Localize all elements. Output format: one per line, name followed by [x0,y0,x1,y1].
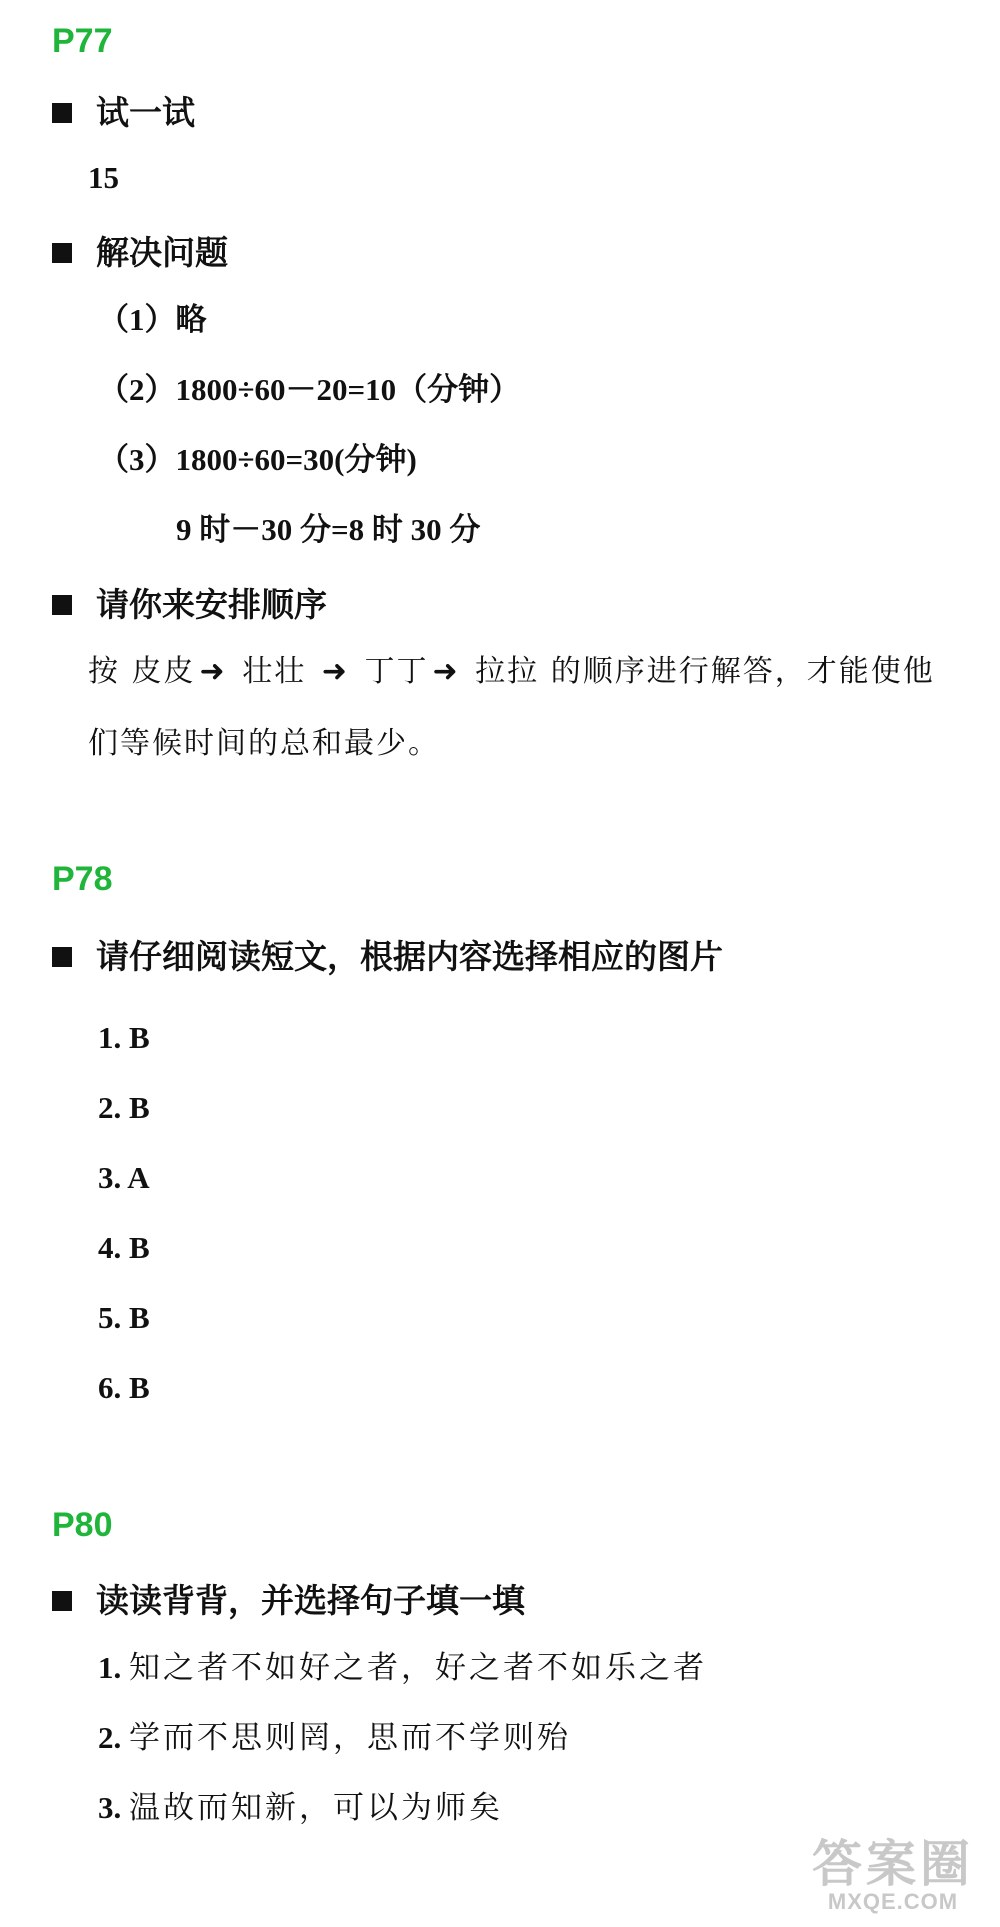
answer-line: 1. B [98,1020,150,1055]
page-label-p80: P80 [52,1506,113,1544]
heading-solve-problems [52,233,228,272]
heading-text: 解决问题 [96,233,228,272]
order-name: 丁丁 [364,654,429,689]
order-name: 拉拉 [475,654,540,689]
right-arrow-icon: ➜ [321,654,349,689]
watermark [812,1836,974,1915]
right-arrow-icon: ➜ [432,654,460,689]
quote-line [98,1652,707,1684]
heading-text: 请仔细阅读短文，根据内容选择相应的图片 [96,937,723,976]
answer-line: 3. A [98,1160,150,1195]
answer-line: 9 时－30 分=8 时 30 分 [176,512,481,547]
quote-line [98,1792,503,1824]
bullet-square-icon [52,243,72,263]
heading-recite-fill [52,1581,525,1620]
order-conclusion: 的顺序进行解答，才能使他们等候时间的总和最少。 [88,654,935,761]
heading-try-it [52,93,195,132]
right-arrow-icon: ➜ [199,654,227,689]
answer-line: （2）1800÷60－20=10（分钟） [98,372,521,407]
heading-arrange-order [52,585,327,624]
order-name: 壮壮 [242,654,307,689]
quote-number: 1. [98,1650,122,1685]
heading-text: 读读背背，并选择句子填一填 [96,1581,525,1620]
answer-line: 2. B [98,1090,150,1125]
quote-text: 知之者不如好之者，好之者不如乐之者 [129,1650,707,1686]
page-label-p77: P77 [52,22,113,60]
answer-line: 6. B [98,1370,150,1405]
heading-text: 试一试 [96,93,195,132]
answer-line: （3）1800÷60=30(分钟) [98,442,417,477]
page-label-p78: P78 [52,860,113,898]
bullet-square-icon [52,1591,72,1611]
bullet-square-icon [52,595,72,615]
quote-text: 学而不思则罔，思而不学则殆 [129,1720,571,1756]
answer-line: 15 [88,160,119,195]
answer-line: （1）略 [98,302,207,337]
heading-text: 请你来安排顺序 [96,585,327,624]
watermark-mark: 答案圈 [812,1836,974,1892]
heading-reading-pictures [52,937,723,976]
quote-line [98,1722,571,1754]
answer-line: 5. B [98,1300,150,1335]
quote-text: 温故而知新，可以为师矣 [129,1790,503,1826]
bullet-square-icon [52,947,72,967]
answer-line: 4. B [98,1230,150,1265]
order-name: 皮皮 [131,654,196,689]
quote-number: 2. [98,1720,122,1755]
bullet-square-icon [52,103,72,123]
order-paragraph [88,636,948,780]
order-prefix: 按 [88,654,120,689]
watermark-site: MXQE.COM [827,1889,959,1914]
quote-number: 3. [98,1790,122,1825]
